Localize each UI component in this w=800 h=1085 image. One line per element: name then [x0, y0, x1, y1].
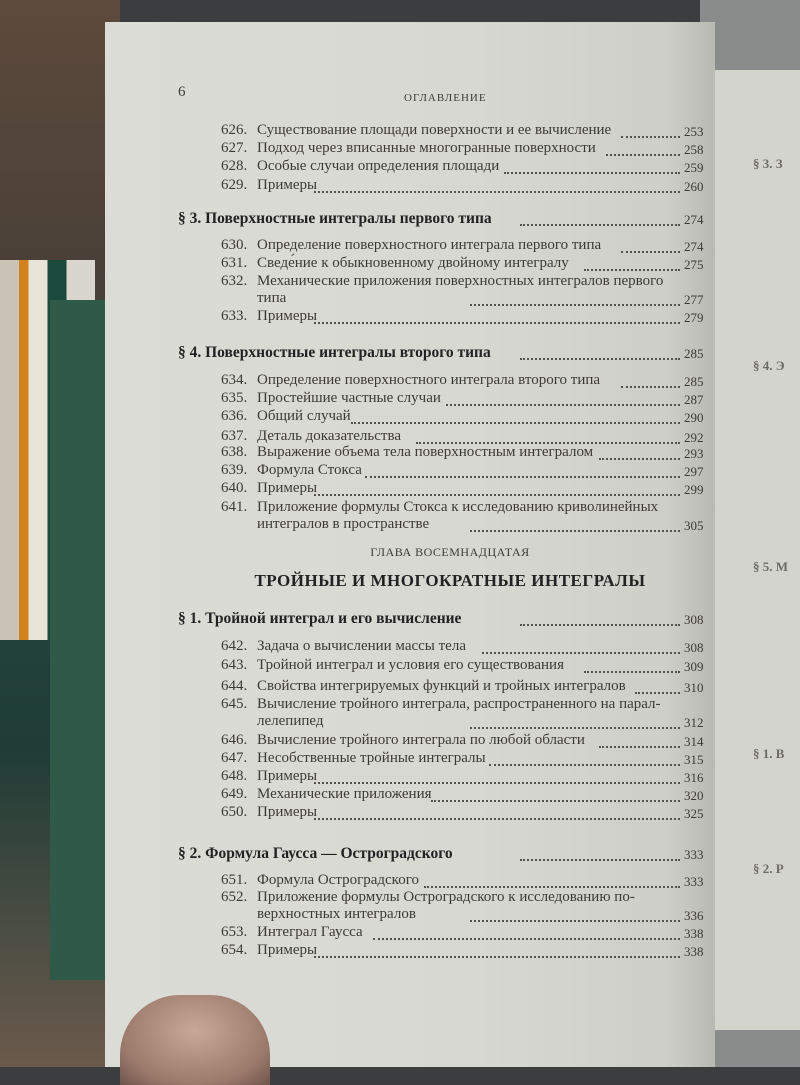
- dot-leader: [416, 430, 680, 444]
- entry-number: 636.: [221, 408, 248, 424]
- entry-page: 279: [684, 310, 704, 325]
- dot-leader: [314, 482, 680, 496]
- entry-title: Деталь доказательства: [257, 428, 402, 444]
- entry-number: 627.: [221, 140, 248, 156]
- entry-page: 315: [684, 752, 704, 767]
- entry-page: 277: [684, 292, 704, 307]
- entry-number: 652.: [221, 889, 248, 905]
- entry-title: Подход через вписанные многогранные поверхности: [257, 140, 596, 156]
- dot-leader: [424, 874, 680, 888]
- entry-title: Особые случаи определения площади: [257, 158, 500, 174]
- section-page: 333: [684, 847, 704, 862]
- entry-title: Примеры: [257, 308, 318, 324]
- entry-title: Выражение объема тела поверхностным интегралом: [257, 444, 594, 460]
- entry-page: 309: [684, 659, 704, 674]
- entry-number: 637.: [221, 428, 248, 444]
- entry-title: интегралов в пространстве: [257, 516, 430, 532]
- entry-page: 333: [684, 874, 704, 889]
- entry-page: 259: [684, 160, 704, 175]
- entry-number: 654.: [221, 942, 248, 958]
- dot-leader: [635, 680, 680, 694]
- entry-title: Формула Остроградского: [257, 872, 419, 888]
- entry-page: 325: [684, 806, 704, 821]
- dot-leader: [351, 410, 680, 424]
- entry-title: Общий случай: [257, 408, 351, 424]
- chapter-title: ТРОЙНЫЕ И МНОГОКРАТНЫЕ ИНТЕГРАЛЫ: [254, 571, 646, 590]
- entry-title: Интеграл Гаусса: [257, 924, 363, 940]
- dot-leader: [431, 788, 680, 802]
- entry-page: 338: [684, 926, 704, 941]
- section-title: § 1. Тройной интеграл и его вычисление: [178, 610, 462, 627]
- dot-leader: [314, 806, 680, 820]
- dot-leader: [470, 715, 680, 729]
- entry-title: Примеры: [257, 804, 318, 820]
- dot-leader: [621, 374, 680, 388]
- entry-number: 649.: [221, 786, 248, 802]
- entry-page: 297: [684, 464, 704, 479]
- dot-leader: [314, 944, 680, 958]
- entry-page: 290: [684, 410, 704, 425]
- section-page: 274: [684, 212, 704, 227]
- entry-number: 633.: [221, 308, 248, 324]
- dot-leader: [520, 212, 680, 226]
- entry-page: 285: [684, 374, 704, 389]
- dot-leader: [470, 518, 680, 532]
- entry-number: 631.: [221, 255, 248, 271]
- entry-title: Простейшие частные случаи: [257, 390, 441, 406]
- entry-page: 336: [684, 908, 704, 923]
- facing-section-stub: § 5. М: [753, 559, 789, 574]
- dot-leader: [489, 752, 680, 766]
- entry-number: 629.: [221, 177, 248, 193]
- entry-title: Определение поверхностного интеграла первого типа: [257, 237, 602, 253]
- entry-title: Примеры: [257, 942, 318, 958]
- dot-leader: [520, 346, 680, 360]
- entry-page: 258: [684, 142, 704, 157]
- dot-leader: [599, 446, 680, 460]
- entry-number: 651.: [221, 872, 248, 888]
- entry-number: 645.: [221, 696, 248, 712]
- dot-leader: [621, 124, 680, 138]
- entry-page: 299: [684, 482, 704, 497]
- entry-title: Сведе́ние к обыкновенному двойному интегралу: [257, 255, 569, 271]
- entry-page: 253: [684, 124, 704, 139]
- entry-page: 274: [684, 239, 704, 254]
- entry-title: Приложение формулы Стокса к исследованию криволинейных: [257, 499, 659, 515]
- section-page: 285: [684, 346, 704, 361]
- entry-title: Формула Стокса: [257, 462, 362, 478]
- entry-number: 648.: [221, 768, 248, 784]
- dot-leader: [365, 464, 680, 478]
- entry-number: 630.: [221, 237, 248, 253]
- entry-title: Приложение формулы Остроградского к исследованию по-: [257, 889, 635, 905]
- facing-section-stub: § 2. Р: [753, 861, 784, 876]
- dot-leader: [373, 926, 681, 940]
- section-title: § 2. Формула Гаусса — Остроградского: [178, 845, 453, 862]
- entry-title: типа: [257, 290, 287, 306]
- entry-page: 310: [684, 680, 704, 695]
- entry-number: 628.: [221, 158, 248, 174]
- section-page: 308: [684, 612, 704, 627]
- entry-page: 292: [684, 430, 704, 445]
- entry-page: 312: [684, 715, 704, 730]
- entry-number: 643.: [221, 657, 248, 673]
- dot-leader: [606, 142, 680, 156]
- facing-section-stub: § 1. В: [753, 746, 785, 761]
- entry-page: 338: [684, 944, 704, 959]
- entry-number: 626.: [221, 122, 248, 138]
- dot-leader: [482, 640, 680, 654]
- dot-leader: [314, 310, 680, 324]
- entry-title: Существование площади поверхности и ее вычисление: [257, 122, 612, 138]
- dot-leader: [584, 659, 680, 673]
- facing-section-stub: § 3. З: [753, 156, 783, 171]
- entry-title: Примеры: [257, 177, 318, 193]
- dot-leader: [584, 257, 680, 271]
- entry-title: Тройной интеграл и условия его существования: [257, 657, 564, 673]
- dot-leader: [314, 770, 680, 784]
- running-head: ОГЛАВЛЕНИЕ: [404, 92, 487, 104]
- dot-leader: [599, 734, 680, 748]
- entry-number: 639.: [221, 462, 248, 478]
- entry-title: верхностных интегралов: [257, 906, 416, 922]
- entry-page: 275: [684, 257, 704, 272]
- entry-number: 644.: [221, 678, 248, 694]
- entry-title: Примеры: [257, 480, 318, 496]
- entry-title: Вычисление тройного интеграла, распространенного на парал-: [257, 696, 661, 712]
- dot-leader: [470, 292, 680, 306]
- entry-title: Определение поверхностного интеграла второго типа: [257, 372, 601, 388]
- entry-number: 641.: [221, 499, 248, 515]
- entry-number: 635.: [221, 390, 248, 406]
- entry-page: 320: [684, 788, 704, 803]
- section-title: § 4. Поверхностные интегралы второго типа: [178, 344, 491, 361]
- entry-title: Механические приложения: [257, 786, 432, 802]
- entry-number: 642.: [221, 638, 248, 654]
- facing-section-stub: § 4. Э: [753, 358, 785, 373]
- entry-page: 308: [684, 640, 704, 655]
- entry-number: 647.: [221, 750, 248, 766]
- entry-number: 640.: [221, 480, 248, 496]
- dot-leader: [504, 160, 680, 174]
- dot-leader: [446, 392, 681, 406]
- thumb: [120, 995, 270, 1085]
- dot-leader: [470, 908, 680, 922]
- entry-title: Задача о вычислении массы тела: [257, 638, 466, 654]
- entry-title: Вычисление тройного интеграла по любой области: [257, 732, 585, 748]
- entry-title: Примеры: [257, 768, 318, 784]
- entry-page: 314: [684, 734, 704, 749]
- entry-number: 634.: [221, 372, 248, 388]
- page-number: 6: [178, 84, 186, 100]
- entry-number: 650.: [221, 804, 248, 820]
- entry-page: 287: [684, 392, 704, 407]
- entry-page: 305: [684, 518, 704, 533]
- dot-leader: [520, 612, 680, 626]
- entry-page: 316: [684, 770, 704, 785]
- entry-number: 638.: [221, 444, 248, 460]
- entry-page: 260: [684, 179, 704, 194]
- entry-number: 632.: [221, 273, 248, 289]
- entry-number: 653.: [221, 924, 248, 940]
- entry-title: Свойства интегрируемых функций и тройных интегралов: [257, 678, 626, 694]
- dot-leader: [621, 239, 680, 253]
- dot-leader: [520, 847, 680, 861]
- section-title: § 3. Поверхностные интегралы первого типа: [178, 210, 492, 227]
- chapter-label: ГЛАВА ВОСЕМНАДЦАТАЯ: [370, 545, 530, 559]
- entry-title: Несобственные тройные интегралы: [257, 750, 486, 766]
- entry-title: Механические приложения поверхностных интегралов первого: [257, 273, 664, 289]
- entry-number: 646.: [221, 732, 248, 748]
- entry-page: 293: [684, 446, 704, 461]
- dot-leader: [314, 179, 680, 193]
- entry-title: лелепипед: [257, 713, 324, 729]
